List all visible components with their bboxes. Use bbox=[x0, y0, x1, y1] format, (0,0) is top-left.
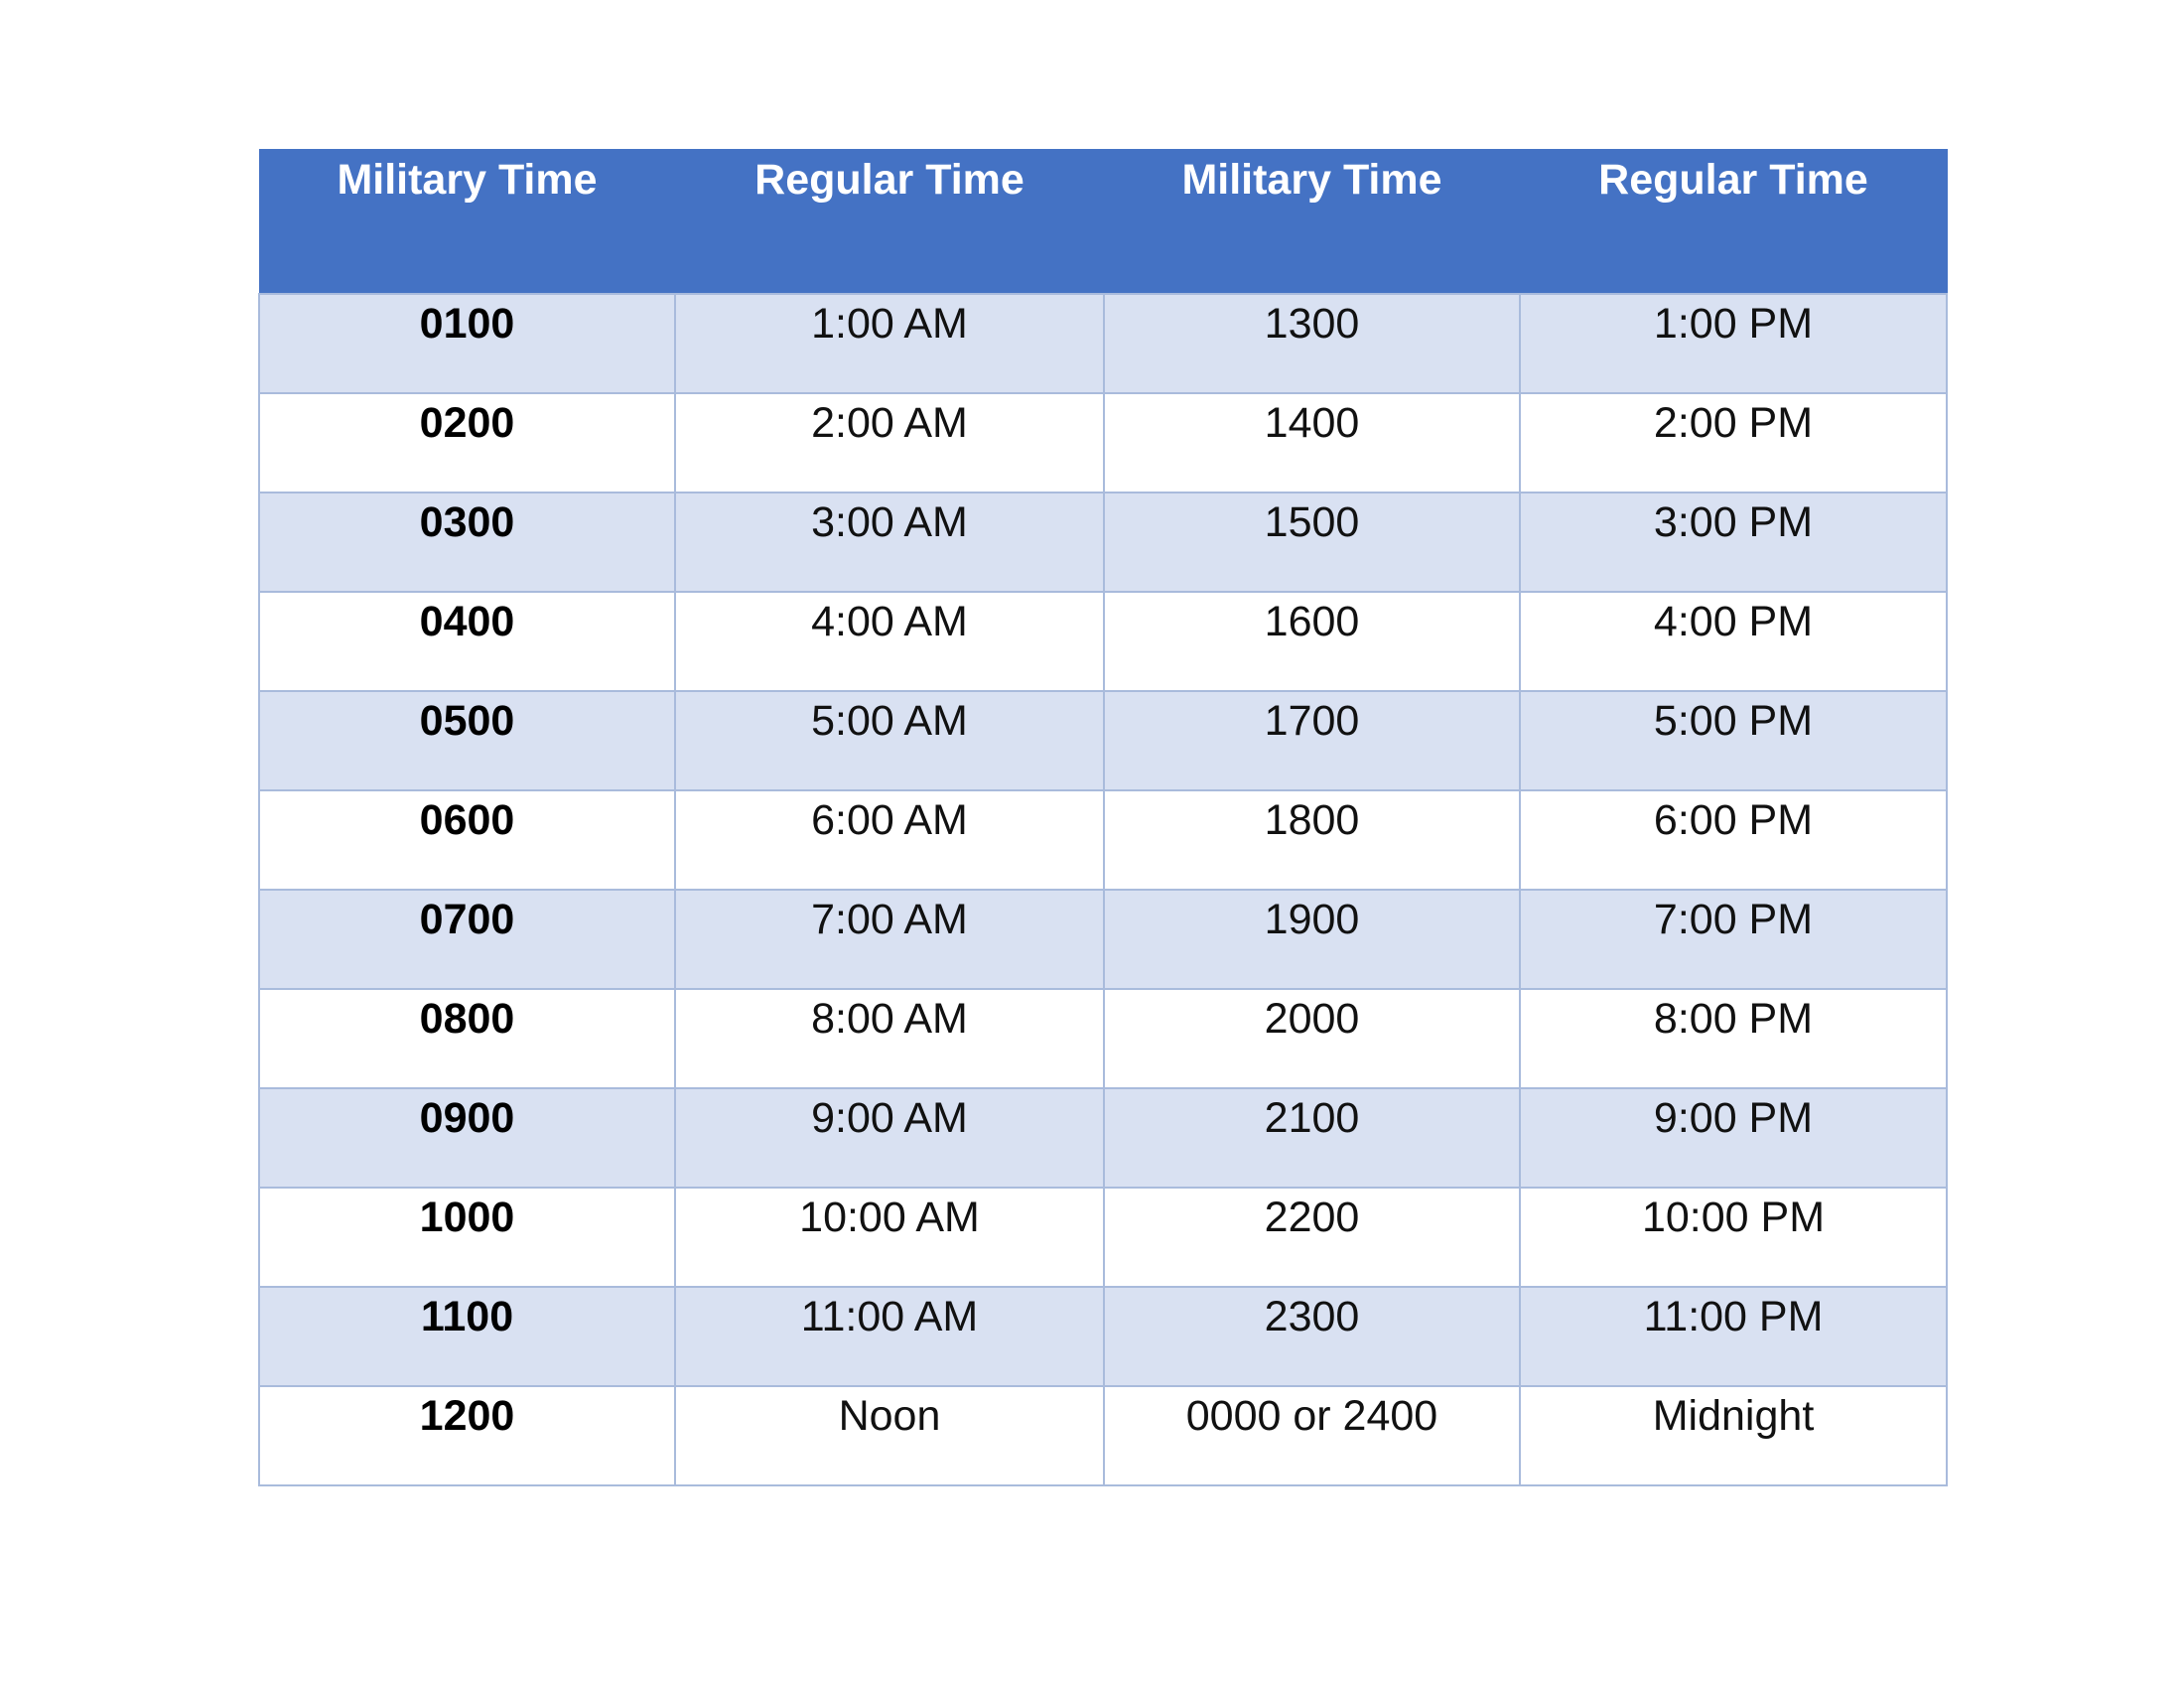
regular-pm-cell: 5:00 PM bbox=[1520, 691, 1947, 790]
regular-am-cell: Noon bbox=[675, 1386, 1104, 1485]
military-am-cell: 1000 bbox=[259, 1188, 675, 1287]
military-pm-cell: 2200 bbox=[1104, 1188, 1520, 1287]
regular-am-cell: 3:00 AM bbox=[675, 492, 1104, 592]
military-pm-cell: 1700 bbox=[1104, 691, 1520, 790]
regular-am-cell: 10:00 AM bbox=[675, 1188, 1104, 1287]
table-row bbox=[259, 890, 1947, 989]
regular-pm-cell: 8:00 PM bbox=[1520, 989, 1947, 1088]
military-pm-cell: 1500 bbox=[1104, 492, 1520, 592]
military-pm-cell: 2000 bbox=[1104, 989, 1520, 1088]
table-row bbox=[259, 1386, 1947, 1485]
military-time-table bbox=[258, 149, 1948, 1486]
military-am-cell: 0400 bbox=[259, 592, 675, 691]
regular-am-cell: 5:00 AM bbox=[675, 691, 1104, 790]
header-regular-time-pm: Regular Time bbox=[1520, 150, 1947, 294]
table-row bbox=[259, 790, 1947, 890]
military-am-cell: 0700 bbox=[259, 890, 675, 989]
header-military-time-pm: Military Time bbox=[1104, 150, 1520, 294]
military-am-cell: 0900 bbox=[259, 1088, 675, 1188]
header-military-time-am: Military Time bbox=[259, 150, 675, 294]
table-row bbox=[259, 393, 1947, 492]
military-pm-cell: 1600 bbox=[1104, 592, 1520, 691]
military-am-cell: 1200 bbox=[259, 1386, 675, 1485]
header-row bbox=[259, 150, 1947, 294]
military-pm-cell: 1800 bbox=[1104, 790, 1520, 890]
military-pm-cell: 1400 bbox=[1104, 393, 1520, 492]
regular-am-cell: 1:00 AM bbox=[675, 294, 1104, 393]
table-row bbox=[259, 492, 1947, 592]
regular-pm-cell: 1:00 PM bbox=[1520, 294, 1947, 393]
military-am-cell: 1100 bbox=[259, 1287, 675, 1386]
regular-am-cell: 4:00 AM bbox=[675, 592, 1104, 691]
regular-pm-cell: 4:00 PM bbox=[1520, 592, 1947, 691]
regular-pm-cell: Midnight bbox=[1520, 1386, 1947, 1485]
regular-am-cell: 7:00 AM bbox=[675, 890, 1104, 989]
regular-pm-cell: 3:00 PM bbox=[1520, 492, 1947, 592]
regular-pm-cell: 9:00 PM bbox=[1520, 1088, 1947, 1188]
military-pm-cell: 0000 or 2400 bbox=[1104, 1386, 1520, 1485]
regular-am-cell: 8:00 AM bbox=[675, 989, 1104, 1088]
table-row bbox=[259, 691, 1947, 790]
military-pm-cell: 1300 bbox=[1104, 294, 1520, 393]
regular-pm-cell: 11:00 PM bbox=[1520, 1287, 1947, 1386]
regular-pm-cell: 7:00 PM bbox=[1520, 890, 1947, 989]
regular-am-cell: 11:00 AM bbox=[675, 1287, 1104, 1386]
table-row bbox=[259, 1088, 1947, 1188]
table-row bbox=[259, 294, 1947, 393]
table-row bbox=[259, 592, 1947, 691]
military-am-cell: 0800 bbox=[259, 989, 675, 1088]
military-am-cell: 0100 bbox=[259, 294, 675, 393]
military-am-cell: 0300 bbox=[259, 492, 675, 592]
military-pm-cell: 2300 bbox=[1104, 1287, 1520, 1386]
regular-am-cell: 6:00 AM bbox=[675, 790, 1104, 890]
military-pm-cell: 1900 bbox=[1104, 890, 1520, 989]
header-regular-time-am: Regular Time bbox=[675, 150, 1104, 294]
regular-pm-cell: 10:00 PM bbox=[1520, 1188, 1947, 1287]
military-am-cell: 0200 bbox=[259, 393, 675, 492]
military-am-cell: 0600 bbox=[259, 790, 675, 890]
military-am-cell: 0500 bbox=[259, 691, 675, 790]
table-row bbox=[259, 1188, 1947, 1287]
regular-am-cell: 9:00 AM bbox=[675, 1088, 1104, 1188]
table-row bbox=[259, 1287, 1947, 1386]
regular-pm-cell: 2:00 PM bbox=[1520, 393, 1947, 492]
military-pm-cell: 2100 bbox=[1104, 1088, 1520, 1188]
regular-am-cell: 2:00 AM bbox=[675, 393, 1104, 492]
conversion-sheet bbox=[258, 149, 1946, 1486]
regular-pm-cell: 6:00 PM bbox=[1520, 790, 1947, 890]
table-row bbox=[259, 989, 1947, 1088]
